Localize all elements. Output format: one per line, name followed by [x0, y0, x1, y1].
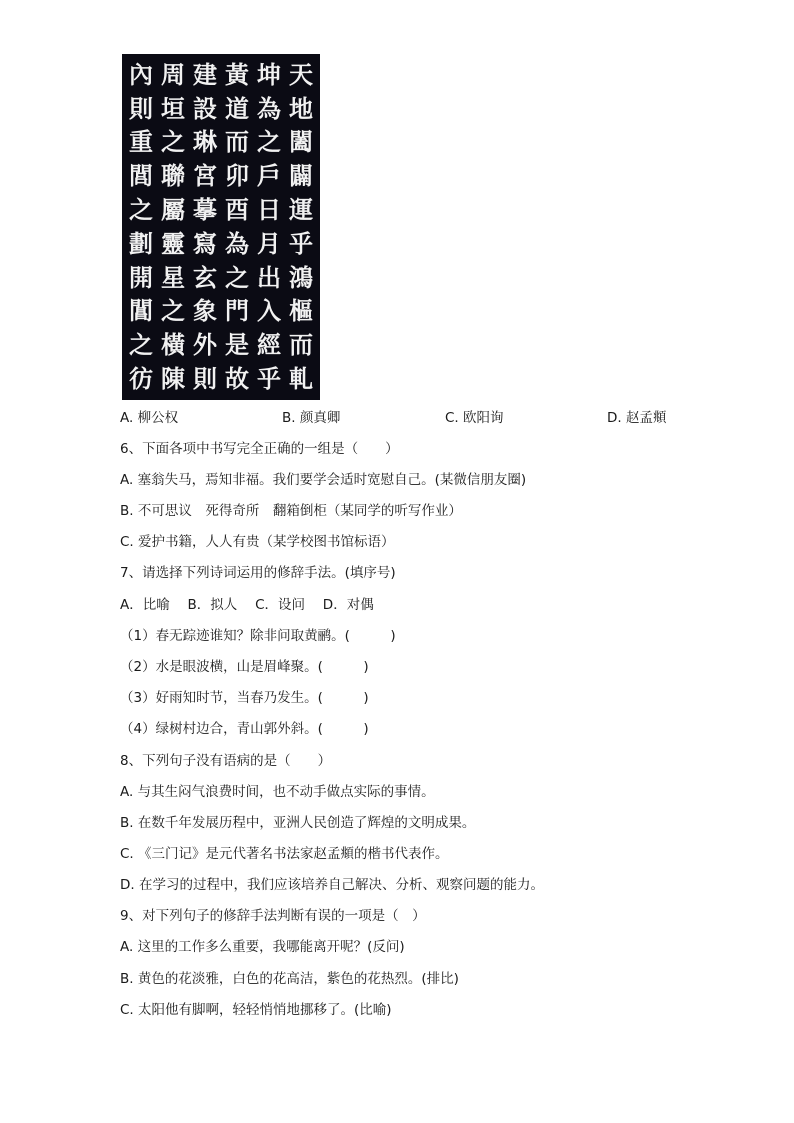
question-9-stem: 9、对下列句子的修辞手法判断有误的一项是（ ） — [120, 908, 426, 924]
calligraphy-character: 運 — [289, 195, 313, 225]
calligraphy-character: 之 — [257, 127, 281, 157]
calligraphy-character: 內 — [129, 59, 153, 89]
calligraphy-character: 道 — [225, 93, 249, 123]
calligraphy-character: 橫 — [161, 330, 185, 360]
calligraphy-character: 卯 — [225, 161, 249, 191]
question-7-item-4: （4）绿树村边合，青山郭外斜。( ) — [120, 721, 369, 737]
calligraphy-character: 之 — [129, 330, 153, 360]
calligraphy-character: 日 — [257, 195, 281, 225]
calligraphy-character: 陳 — [161, 364, 185, 394]
question-9-option-a: A. 这里的工作多么重要，我哪能离开呢？(反问) — [120, 939, 405, 955]
calligraphy-character: 之 — [129, 195, 153, 225]
calligraphy-character: 外 — [193, 330, 217, 360]
calligraphy-character: 則 — [193, 364, 217, 394]
question-7-stem: 7、请选择下列诗词运用的修辞手法。(填序号) — [120, 565, 396, 581]
question-9-option-c: C. 太阳他有脚啊，轻轻悄悄地挪移了。(比喻) — [120, 1002, 392, 1018]
calligraphy-character: 樞 — [289, 296, 313, 326]
calligraphy-character: 設 — [193, 93, 217, 123]
calligraphy-character: 宮 — [193, 161, 217, 191]
calligraphy-rubbing-image — [122, 54, 320, 400]
calligraphy-character: 寫 — [193, 228, 217, 258]
calligraphy-character: 故 — [225, 364, 249, 394]
calligraphy-character: 出 — [257, 262, 281, 292]
calligraphy-character: 彷 — [129, 364, 153, 394]
calligraphy-character: 門 — [225, 296, 249, 326]
calligraphy-character: 坤 — [257, 59, 281, 89]
option-c-ouyang-xun: C. 欧阳询 — [445, 410, 504, 426]
calligraphy-character: 乎 — [257, 364, 281, 394]
calligraphy-character: 周 — [161, 59, 185, 89]
question-6-option-c: C. 爱护书籍，人人有贵（某学校图书馆标语） — [120, 534, 395, 550]
calligraphy-character: 之 — [225, 262, 249, 292]
calligraphy-character: 闢 — [289, 161, 313, 191]
option-b-yan-zhenqing: B. 颜真卿 — [282, 410, 341, 426]
calligraphy-character: 閶 — [129, 296, 153, 326]
calligraphy-character: 天 — [289, 59, 313, 89]
calligraphy-character: 而 — [225, 127, 249, 157]
question-8-option-a: A. 与其生闷气浪费时间，也不动手做点实际的事情。 — [120, 784, 435, 800]
question-8-option-d: D. 在学习的过程中，我们应该培养自己解决、分析、观察问题的能力。 — [120, 877, 544, 893]
calligraphy-character: 象 — [193, 296, 217, 326]
question-6-option-a: A. 塞翁失马，焉知非福。我们要学会适时宽慰自己。(某微信朋友圈) — [120, 472, 527, 488]
calligraphy-character: 玄 — [193, 262, 217, 292]
calligraphy-character: 開 — [129, 262, 153, 292]
question-9-option-b: B. 黄色的花淡雅，白色的花高洁，紫色的花热烈。(排比) — [120, 971, 459, 987]
calligraphy-character: 之 — [161, 127, 185, 157]
calligraphy-character: 摹 — [193, 195, 217, 225]
calligraphy-character: 為 — [257, 93, 281, 123]
calligraphy-character: 琳 — [193, 127, 217, 157]
calligraphy-character: 是 — [225, 330, 249, 360]
question-7-item-1: （1）春无踪迹谁知？除非问取黄鹂。( ) — [120, 628, 396, 644]
calligraphy-character: 閭 — [129, 161, 153, 191]
option-a-liu-gongquan: A. 柳公权 — [120, 410, 179, 426]
calligraphy-character: 入 — [257, 296, 281, 326]
calligraphy-character: 酉 — [225, 195, 249, 225]
calligraphy-character: 黃 — [225, 59, 249, 89]
calligraphy-character: 闔 — [289, 127, 313, 157]
calligraphy-character: 之 — [161, 296, 185, 326]
question-7-item-3: （3）好雨知时节，当春乃发生。( ) — [120, 690, 369, 706]
calligraphy-character: 月 — [257, 228, 281, 258]
calligraphy-character: 經 — [257, 330, 281, 360]
calligraphy-character: 垣 — [161, 93, 185, 123]
calligraphy-character: 聯 — [161, 161, 185, 191]
calligraphy-character: 為 — [225, 228, 249, 258]
question-8-stem: 8、下列句子没有语病的是（ ） — [120, 753, 332, 769]
question-8-option-c: C. 《三门记》是元代著名书法家赵孟頫的楷书代表作。 — [120, 846, 449, 862]
question-7-choices: A．比喻 B．拟人 C．设问 D．对偶 — [120, 597, 374, 613]
question-7-item-2: （2）水是眼波横，山是眉峰聚。( ) — [120, 659, 369, 675]
question-6-stem: 6、下面各项中书写完全正确的一组是（ ） — [120, 441, 399, 457]
option-d-zhao-mengfu: D. 赵孟頫 — [607, 410, 667, 426]
question-6-option-b: B. 不可思议 死得奇所 翻箱倒柜（某同学的听写作业） — [120, 503, 462, 519]
calligraphy-character: 則 — [129, 93, 153, 123]
calligraphy-character: 劃 — [129, 228, 153, 258]
calligraphy-character: 而 — [289, 330, 313, 360]
calligraphy-character: 戶 — [257, 161, 281, 191]
calligraphy-character: 地 — [289, 93, 313, 123]
calligraphy-character: 軋 — [289, 364, 313, 394]
calligraphy-character: 屬 — [161, 195, 185, 225]
calligraphy-character: 星 — [161, 262, 185, 292]
calligraphy-character: 靈 — [161, 228, 185, 258]
calligraphy-character: 乎 — [289, 228, 313, 258]
calligraphy-character: 建 — [193, 59, 217, 89]
calligraphy-character: 鴻 — [289, 262, 313, 292]
question-8-option-b: B. 在数千年发展历程中，亚洲人民创造了辉煌的文明成果。 — [120, 815, 476, 831]
calligraphy-character: 重 — [129, 127, 153, 157]
